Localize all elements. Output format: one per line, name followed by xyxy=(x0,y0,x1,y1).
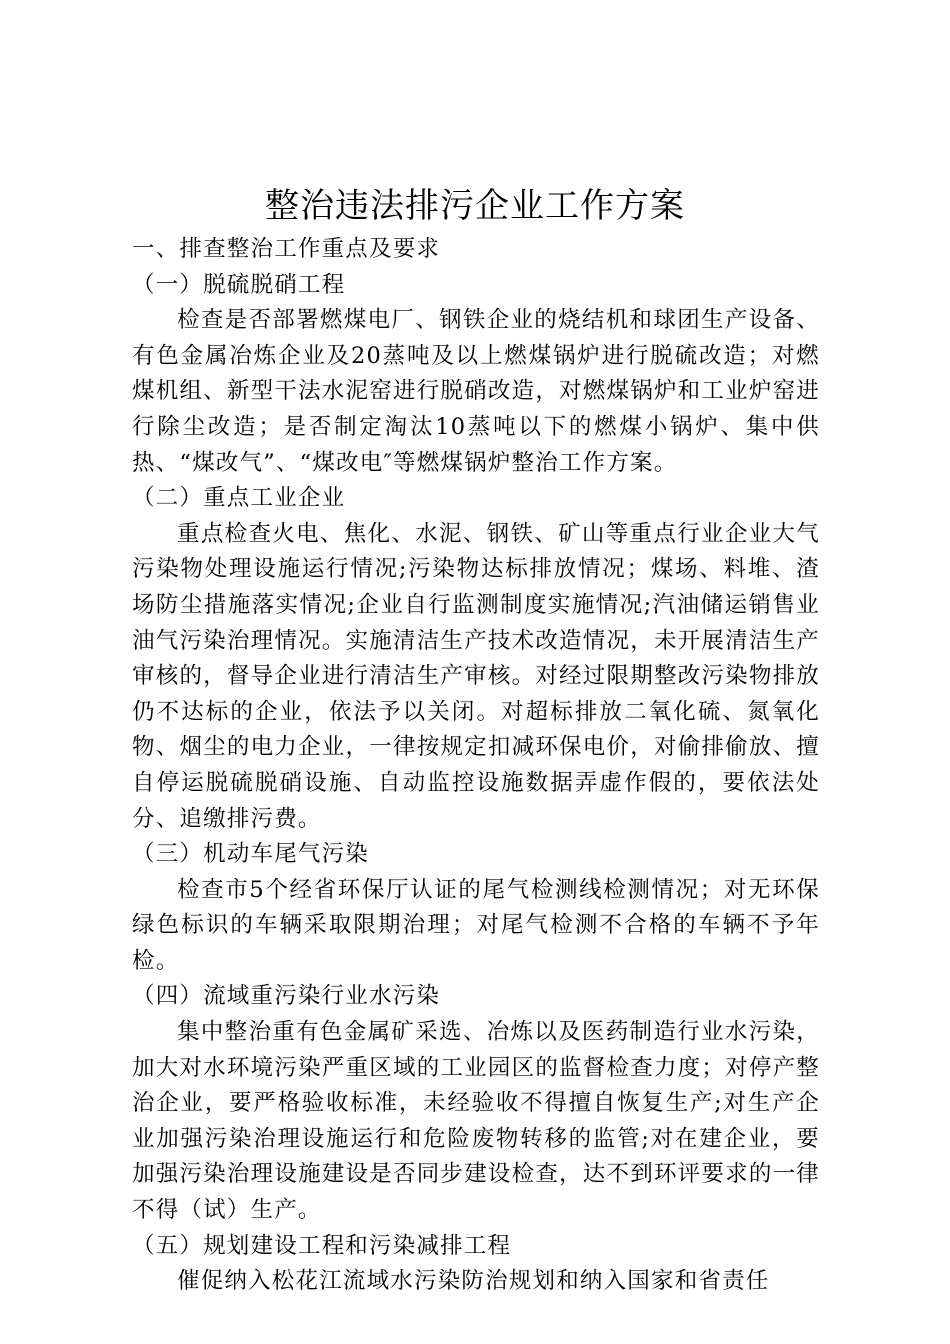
subsection-heading-1: （一）脱硫脱硝工程 xyxy=(132,271,346,298)
subsection-heading-4: （四）流域重污染行业水污染 xyxy=(132,983,441,1010)
subsection-heading-3: （三）机动车尾气污染 xyxy=(132,841,370,868)
paragraph-2: 重点检查火电、焦化、水泥、钢铁、矿山等重点行业企业大气污染物处理设施运行情况;污染物达标排放情况；煤场、料堆、渣场防尘措施落实情况;企业自行监测制度实施情况;汽油储运销售业油气污染治理情况。实施清洁生产技术改造情况，未开展清洁生产审核的，督导企业进行清洁生产审核。对经过限期整改污染物排放仍不达标的企业，依法予以关闭。对超标排放二氧化硫、氮氧化物、烟尘的电力企业，一律按规定扣减环保电价，对偷排偷放、擅自停运脱硫脱硝设施、自动监控设施数据弄虚作假的，要依法处分、追缴排污费。 xyxy=(132,520,820,832)
paragraph-3: 检查市5个经省环保厅认证的尾气检测线检测情况；对无环保绿色标识的车辆采取限期治理；对尾气检测不合格的车辆不予年检。 xyxy=(132,876,820,974)
paragraph-4: 集中整治重有色金属矿采选、冶炼以及医药制造行业水污染，加大对水环境污染严重区域的工业园区的监督检查力度；对停产整治企业，要严格验收标准，未经验收不得擅自恢复生产;对生产企业加强污染治理设施运行和危险废物转移的监管;对在建企业，要加强污染治理设施建设是否同步建设检查，达不到环评要求的一律不得（试）生产。 xyxy=(132,1019,820,1224)
subsection-heading-5: （五）规划建设工程和污染减排工程 xyxy=(132,1232,512,1259)
subsection-heading-2: （二）重点工业企业 xyxy=(132,485,346,512)
paragraph-5: 催促纳入松花江流域水污染防治规划和纳入国家和省责任 xyxy=(177,1268,770,1295)
document-body xyxy=(132,232,820,1300)
section-heading-1: 一、排查整治工作重点及要求 xyxy=(132,236,441,262)
paragraph-1: 检查是否部署燃煤电厂、钢铁企业的烧结机和球团生产设备、有色金属冶炼企业及20蒸吨及以上燃煤锅炉进行脱硫改造；对燃煤机组、新型干法水泥窑进行脱硝改造，对燃煤锅炉和工业炉窑进行除尘改造；是否制定淘汰10蒸吨以下的燃煤小锅炉、集中供热、“煤改气”、“煤改电″等燃煤锅炉整治工作方案。 xyxy=(132,307,820,476)
document-title: 整治违法排污企业工作方案 xyxy=(265,186,685,226)
